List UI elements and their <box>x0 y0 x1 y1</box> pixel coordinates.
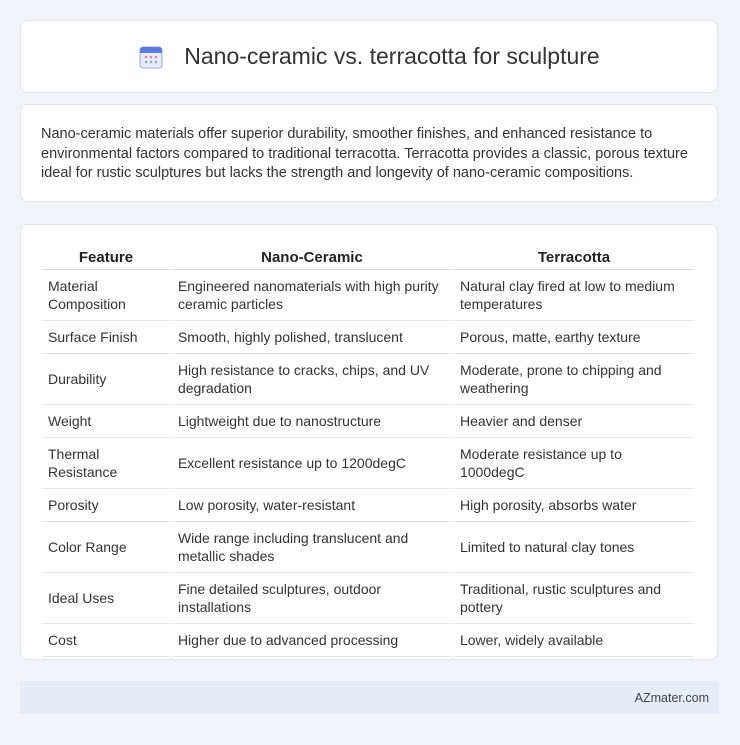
summary-text: Nano-ceramic materials offer superior durability, smoother finishes, and enhanced resistance to environmental factors compared to traditional terracotta. Terracotta provides a classic, porous texture ideal for rustic sculptures but lacks the strength and longevity of nano-ceramic compositions. <box>41 126 688 181</box>
feature-cell: Ideal Uses <box>42 573 170 624</box>
feature-cell: Durability <box>42 354 170 405</box>
calendar-icon <box>138 44 164 70</box>
header-terracotta: Terracotta <box>454 243 694 270</box>
terracotta-cell: High porosity, absorbs water <box>454 489 694 522</box>
header-nano-ceramic: Nano-Ceramic <box>172 243 452 270</box>
nano-ceramic-cell: Wide range including translucent and metallic shades <box>172 522 452 573</box>
feature-cell: Weight <box>42 405 170 438</box>
table-header-row <box>42 243 694 270</box>
header-feature: Feature <box>42 243 170 270</box>
table-row <box>42 270 694 321</box>
feature-cell: Surface Finish <box>42 321 170 354</box>
terracotta-cell: Heavier and denser <box>454 405 694 438</box>
table-row <box>42 624 694 657</box>
footer-bar <box>20 681 719 714</box>
feature-cell: Material Composition <box>42 270 170 321</box>
table-row <box>42 522 694 573</box>
nano-ceramic-cell: Engineered nanomaterials with high purity ceramic particles <box>172 270 452 321</box>
table-row <box>42 573 694 624</box>
nano-ceramic-cell: Fine detailed sculptures, outdoor installations <box>172 573 452 624</box>
nano-ceramic-cell: Low porosity, water-resistant <box>172 489 452 522</box>
nano-ceramic-cell: Smooth, highly polished, translucent <box>172 321 452 354</box>
nano-ceramic-cell: Lightweight due to nanostructure <box>172 405 452 438</box>
terracotta-cell: Porous, matte, earthy texture <box>454 321 694 354</box>
summary-card <box>20 104 718 202</box>
table-row <box>42 489 694 522</box>
terracotta-cell: Moderate, prone to chipping and weathering <box>454 354 694 405</box>
comparison-table-card <box>20 224 718 660</box>
terracotta-cell: Moderate resistance up to 1000degC <box>454 438 694 489</box>
terracotta-cell: Natural clay fired at low to medium temperatures <box>454 270 694 321</box>
nano-ceramic-cell: High resistance to cracks, chips, and UV degradation <box>172 354 452 405</box>
feature-cell: Thermal Resistance <box>42 438 170 489</box>
comparison-table <box>40 243 696 657</box>
terracotta-cell: Lower, widely available <box>454 624 694 657</box>
page-title: Nano-ceramic vs. terracotta for sculpture <box>184 43 600 69</box>
table-row <box>42 438 694 489</box>
terracotta-cell: Limited to natural clay tones <box>454 522 694 573</box>
header-card <box>20 20 718 93</box>
table-row <box>42 354 694 405</box>
terracotta-cell: Traditional, rustic sculptures and pottery <box>454 573 694 624</box>
feature-cell: Porosity <box>42 489 170 522</box>
feature-cell: Cost <box>42 624 170 657</box>
nano-ceramic-cell: Higher due to advanced processing <box>172 624 452 657</box>
footer-brand[interactable]: AZmater.com <box>634 690 709 705</box>
feature-cell: Color Range <box>42 522 170 573</box>
table-row <box>42 405 694 438</box>
nano-ceramic-cell: Excellent resistance up to 1200degC <box>172 438 452 489</box>
table-row <box>42 321 694 354</box>
